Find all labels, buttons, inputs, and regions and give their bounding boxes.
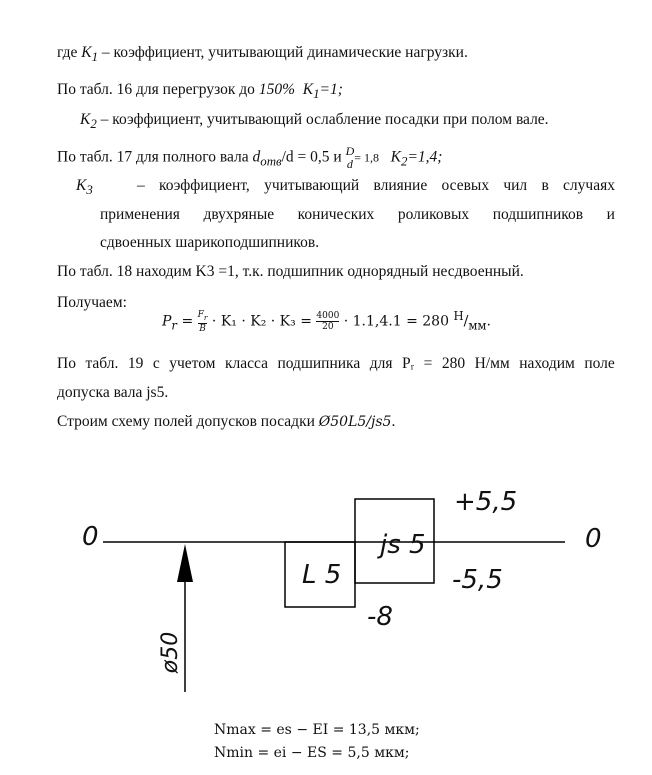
word: По bbox=[57, 355, 76, 372]
word: учетом bbox=[169, 355, 216, 372]
zero-label-right: 0 bbox=[585, 524, 602, 554]
word: применения bbox=[100, 206, 180, 223]
result-nmin: Nmin = ei − ES = 5,5 мкм; bbox=[214, 745, 410, 761]
word: случаях bbox=[563, 177, 615, 194]
diameter-label: ø50 bbox=[158, 631, 184, 674]
k3-label: $K_3$ bbox=[76, 177, 93, 198]
paragraph-k3-line3: сдвоенных шарикоподшипников. bbox=[100, 234, 320, 251]
shaft-label: js 5 bbox=[380, 530, 426, 560]
word: коэффициент, bbox=[159, 177, 250, 194]
es-label: +5,5 bbox=[454, 487, 518, 517]
paragraph-table19-line2: допуска вала js5. bbox=[57, 384, 169, 401]
paragraph-k1: где $K_1$ – коэффициент, учитывающий динамические нагрузки. bbox=[57, 44, 468, 65]
word: находим bbox=[519, 355, 575, 372]
ei-label: -5,5 bbox=[452, 565, 503, 595]
paragraph-table16: По табл. 16 для перегрузок до 150% $K_1=1$; bbox=[57, 81, 343, 102]
formula-pr: $P_r$ = $\frac{F_r}{B}$ · K₁ · K₂ · K₃ = $\frac{4000}{20}$ · 1.1,4.1 = 280 $^Н/_{мм}$. bbox=[162, 309, 491, 334]
word: подшипника bbox=[277, 355, 361, 372]
word: – bbox=[137, 177, 145, 194]
paragraph-scheme: Строим схему полей допусков посадки Ø50L5/js5. bbox=[57, 413, 396, 430]
word: Н/мм bbox=[474, 355, 510, 372]
word: влияние bbox=[373, 177, 428, 194]
word: 280 bbox=[441, 355, 466, 372]
word: поле bbox=[584, 355, 615, 372]
arrow-head-icon bbox=[177, 544, 193, 582]
label-poluchaem: Получаем: bbox=[57, 294, 127, 311]
hole-label: L 5 bbox=[302, 560, 342, 590]
EI-label: -8 bbox=[367, 602, 393, 632]
word: осевых bbox=[441, 177, 490, 194]
word: для bbox=[369, 355, 393, 372]
word: и bbox=[606, 206, 615, 223]
paragraph-table17: По табл. 17 для полного вала $d_{отв}/d = 0,5$ и D d = 1,8 $K_2=1,4$; bbox=[57, 144, 443, 171]
word: класса bbox=[224, 355, 268, 372]
word: = bbox=[423, 355, 433, 372]
word: двухряные bbox=[203, 206, 275, 223]
word: с bbox=[152, 355, 160, 372]
word: роликовых bbox=[397, 206, 470, 223]
word: Pᵣ bbox=[401, 355, 415, 372]
zero-label-left: 0 bbox=[82, 522, 99, 552]
result-nmax: Nmax = es − EI = 13,5 мкм; bbox=[214, 722, 420, 738]
word: подшипников bbox=[492, 206, 584, 223]
paragraph-table18: По табл. 18 находим K3 =1, т.к. подшипник однорядный несдвоенный. bbox=[57, 263, 524, 280]
paragraph-k2: $K_2$ – коэффициент, учитывающий ослабление посадки при полом вале. bbox=[80, 111, 549, 132]
word: табл. bbox=[85, 355, 119, 372]
word: в bbox=[541, 177, 549, 194]
word: учитывающий bbox=[264, 177, 360, 194]
word: чил bbox=[503, 177, 528, 194]
word: 19 bbox=[127, 355, 144, 372]
word: конических bbox=[297, 206, 375, 223]
